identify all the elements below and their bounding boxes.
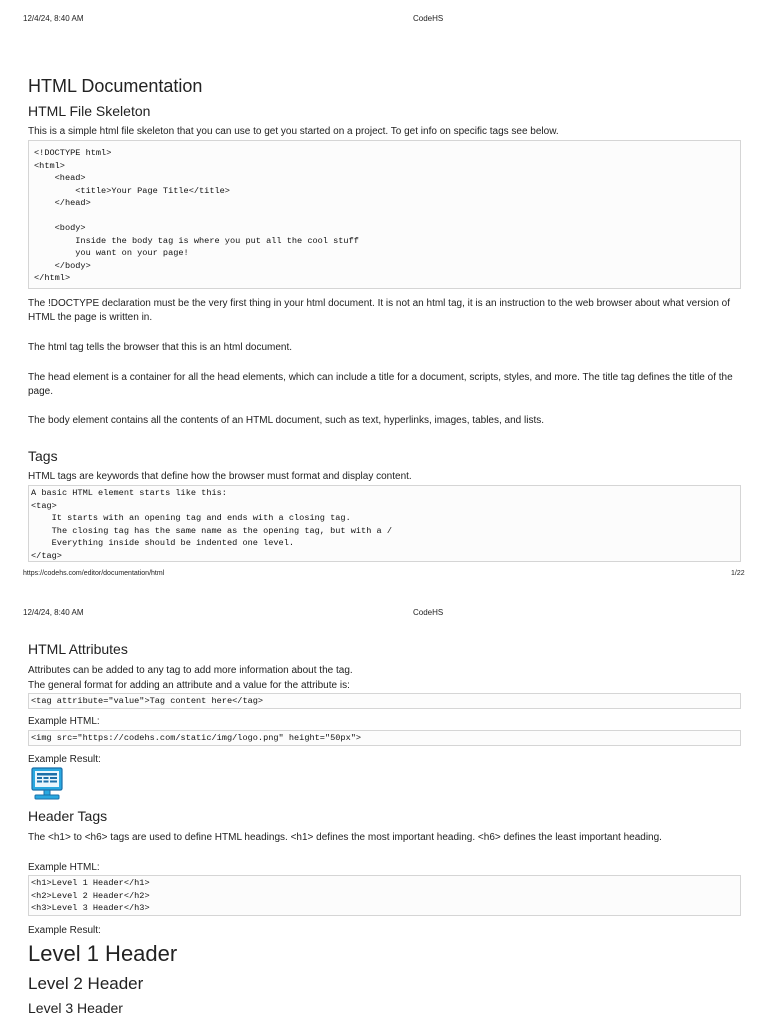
skeleton-code: <!DOCTYPE html> <html> <head> <title>Your Page Title</title> </head> <body> Inside the body tag is where you put all the cool stuff you want on your page! </body> </html> [34, 148, 359, 283]
computer-monitor-logo-icon [31, 767, 63, 801]
html-tag-paragraph: The html tag tells the browser that this is an html document. [28, 342, 293, 353]
header-tags-result-label: Example Result: [28, 925, 101, 936]
print-site-name-2: CodeHS [413, 608, 444, 617]
section-heading-skeleton: HTML File Skeleton [28, 103, 151, 119]
tags-intro: HTML tags are keywords that define how the browser must format and display content. [28, 471, 412, 482]
attributes-line-1: Attributes can be added to any tag to add more information about the tag. [28, 665, 353, 676]
result-level-3-header: Level 3 Header [28, 1000, 123, 1016]
attribute-example-code-block [28, 730, 741, 746]
attributes-line-2: The general format for adding an attribute and a value for the attribute is: [28, 680, 350, 691]
attribute-example-code: <img src="https://codehs.com/static/img/logo.png" height="50px"> [31, 733, 362, 743]
section-heading-attributes: HTML Attributes [28, 641, 128, 657]
print-footer-page: 1/22 [731, 570, 745, 577]
tags-code: A basic HTML element starts like this: <tag> It starts with an opening tag and ends with a closing tag. The closing tag has the same name as the opening tag, but with a / Everything inside should be indented one level. </tag> [31, 488, 392, 561]
section-heading-tags: Tags [28, 448, 58, 464]
print-datetime: 12/4/24, 8:40 AM [23, 14, 84, 23]
attributes-result-label: Example Result: [28, 754, 101, 765]
header-tags-code: <h1>Level 1 Header</h1> <h2>Level 2 Header</h2> <h3>Level 3 Header</h3> [31, 878, 150, 913]
tags-code-block [28, 485, 741, 562]
header-tags-example-label: Example HTML: [28, 862, 100, 873]
page-title: HTML Documentation [28, 76, 203, 96]
skeleton-code-block [28, 140, 741, 289]
print-footer-url: https://codehs.com/editor/documentation/html [23, 570, 165, 577]
attribute-format-code: <tag attribute="value">Tag content here</tag> [31, 696, 264, 706]
result-level-2-header: Level 2 Header [28, 974, 144, 993]
section-heading-header-tags: Header Tags [28, 808, 108, 824]
result-level-1-header: Level 1 Header [28, 941, 178, 966]
doctype-paragraph: The !DOCTYPE declaration must be the very first thing in your html document. It is not an html tag, it is an instruction to the web browser about what version of HTML the page is written in. [28, 298, 730, 323]
header-tags-description: The <h1> to <h6> tags are used to define HTML headings. <h1> defines the most important heading. <h6> defines the least important heading. [28, 832, 662, 843]
print-site-name: CodeHS [413, 14, 444, 23]
attribute-format-code-block [28, 693, 741, 709]
header-tags-code-block [28, 875, 741, 916]
head-element-paragraph: The head element is a container for all the head elements, which can include a title for a document, scripts, styles, and more. The title tag defines the title of the page. [28, 372, 733, 397]
skeleton-intro: This is a simple html file skeleton that you can use to get you started on a project. To get info on specific tags see below. [28, 126, 559, 137]
print-datetime-2: 12/4/24, 8:40 AM [23, 608, 84, 617]
attributes-example-label: Example HTML: [28, 716, 100, 727]
body-element-paragraph: The body element contains all the contents of an HTML document, such as text, hyperlinks, images, tables, and lists. [28, 415, 545, 426]
